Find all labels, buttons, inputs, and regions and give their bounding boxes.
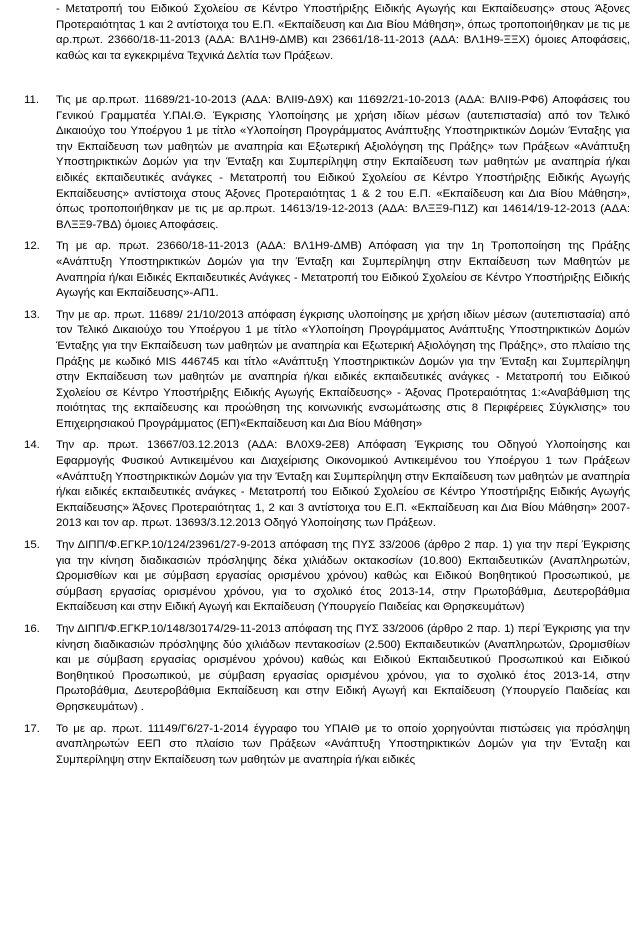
list-item [0,438,636,532]
item-number: 13. [24,308,40,321]
item-text: Τη με αρ. πρωτ. 23660/18-11-2013 (ΑΔΑ: ΒΛ1Η9-ΔΜΒ) Απόφαση για την 1η Τροποποίηση της Πράξης «Ανάπτυξη Υποστηρικτικών Δομών για την Ένταξη και Συμπερίληψη στην Εκπαίδευση των Μαθητών με Αναπηρία ή/και Ειδικές Εκπαιδευτικές Ανάγκες - Μετατροπή του Ειδικού Σχολείου σε Κέντρο Υποστήριξης Ειδικής Αγωγής και Εκπαίδευσης»-ΑΠ1. [56,240,630,300]
numbered-list [0,93,636,774]
list-item [0,239,636,301]
list-item [0,308,636,433]
list-item [0,722,636,769]
item-text: Την αρ. πρωτ. 13667/03.12.2013 (ΑΔΑ: ΒΛ0Χ9-2Ε8) Απόφαση Έγκρισης του Οδηγού Υλοποίησης και Εφαρμογής Φυσικού Αντικειμένου και Διαχείρισης Οικονομικού Αντικειμένου του Υποέργου 1 των Πράξεων «Ανάπτυξη Υποστηρικτικών Δομών για την Ένταξη και Συμπερίληψη στην Εκπαίδευση των μαθητών με αναπηρία ή/και ειδικές εκπαιδευτικές ανάγκες - Μετατροπή του Ειδικού Σχολείου σε Κέντρο Υποστήριξης Ειδικής Αγωγής Εκπαίδευσης» Άξονες Προτεραιότητας 1, 2 και 3 αντίστοιχα του Ε.Π. «Εκπαίδευση και Δια Βίου Μάθηση» 2007-2013 και τον αρ. πρωτ. 13693/3.12.2013 Οδηγό Υλοποίησης των Πράξεων. [56,439,630,530]
list-item [0,622,636,716]
continuation-paragraph: - Μετατροπή του Ειδικού Σχολείου σε Κέντρο Υποστήριξης Ειδικής Αγωγής και Εκπαίδευσης» στους Άξονες Προτεραιότητας 1 και 2 αντίστοιχα του Ε.Π. «Εκπαίδευση και Δια Βίου Μάθηση», όπως τροποποιήθηκαν με τις με αρ.πρωτ. 23660/18-11-2013 (ΑΔΑ: ΒΛ1Η9-ΔΜΒ) και 23661/18-11-2013 (ΑΔΑ: ΒΛ1Η9-ΞΞΧ) όμοιες Αποφάσεις, καθώς και τα εγκεκριμένα Τεχνικά Δελτία των Πράξεων. [56,3,630,62]
item-number: 16. [24,623,40,635]
list-item [0,538,636,616]
list-item [0,93,636,233]
item-number: 11. [24,94,39,106]
item-text: Το με αρ. πρωτ. 11149/Γ6/27-1-2014 έγγραφο του ΥΠΑΙΘ με το οποίο χορηγούνται πιστώσεις για πρόσληψη αναπληρωτών ΕΕΠ στο πλαίσιο των Πράξεων «Ανάπτυξη Υποστηρικτικών Δομών για την Ένταξη και Συμπερίληψη στην Εκπαίδευση των μαθητών με αναπηρία ή/και ειδικές [56,722,630,766]
item-number: 12. [24,240,40,253]
item-number: 15. [24,539,40,552]
item-number: 17. [24,722,40,735]
item-text: Την ΔΙΠΠ/Φ.ΕΓΚΡ.10/148/30174/29-11-2013 απόφαση της ΠΥΣ 33/2006 (άρθρο 2 παρ. 1) περί Έγκρισης για την κίνηση διαδικασιών πρόσληψης δύο χιλιάδων πεντακοσίων (2.500) Εκπαιδευτικών (Αναπληρωτών, Ωρομισθίων και με σύμβαση εργασίας ορισμένου χρόνου) καθώς και Ειδικού Εκπαιδευτικού Προσωπικού και Ειδικού Βοηθητικού Προσωπικού, με σύμβαση εργασίας ορισμένου χρόνου, για το σχολικό έτος 2013-14, στην Πρωτοβάθμια, Δευτεροβάθμια Εκπαίδευση και στην Ειδική Αγωγή και Εκπαίδευση (Υπουργείο Παιδείας και Θρησκευμάτων) . [56,623,630,713]
item-text: Την ΔΙΠΠ/Φ.ΕΓΚΡ.10/124/23961/27-9-2013 απόφαση της ΠΥΣ 33/2006 (άρθρο 2 παρ. 1) για την περί Έγκρισης για την κίνηση διαδικασιών πρόσληψης δέκα χιλιάδων οκτακοσίων (10.800) Εκπαιδευτικών (Αναπληρωτών, Ωρομισθίων και με σύμβαση εργασίας ορισμένου χρόνου) καθώς και Ειδικού Βοηθητικού Προσωπικού, με σύμβαση εργασίας ορισμένου χρόνου, για το σχολικό έτος 2013-14, στην Πρωτοβάθμια, Δευτεροβάθμια Εκπαίδευση και στην Ειδική Αγωγή και Εκπαίδευση (Υπουργείο Παιδείας και Θρησκευμάτων) [56,539,630,614]
item-number: 14. [24,439,40,452]
item-text: Την με αρ. πρωτ. 11689/ 21/10/2013 απόφαση έγκρισης υλοποίησης με χρήση ιδίων μέσων (αυτεπιστασία) από τον Τελικό Δικαιούχο του Υποέργου 1 με τίτλο «Υλοποίηση Προγράμματος Ανάπτυξης Υποστηρικτικών Δομών Ένταξης για την Εκπαίδευση των μαθητών με αναπηρία και Εξωτερική Αξιολόγηση της Πράξης», στο πλαίσιο της Πράξης με κωδικό MIS 446745 και τίτλο «Ανάπτυξη Υποστηρικτικών Δομών για την Ένταξη και Συμπερίληψη στην Εκπαίδευση των μαθητών με αναπηρία ή/και ειδικές εκπαιδευτικές ανάγκες - Μετατροπή του Ειδικού Σχολείου σε Κέντρο Υποστήριξης Ειδικής Αγωγής Εκπαίδευσης» - Άξονας Προτεραιότητας 1:«Αναβάθμιση της ποιότητας της εκπαίδευσης και προώθηση της κοινωνικής ενσωμάτωσης στις 8 Περιφέρειες Σύγκλισης» του Επιχειρησιακού Προγράμματος (ΕΠ)«Εκπαίδευση και Δια Βίου Μάθηση» [56,308,630,430]
item-text: Τις με αρ.πρωτ. 11689/21-10-2013 (ΑΔΑ: ΒΛΙΙ9-Δ9Χ) και 11692/21-10-2013 (ΑΔΑ: ΒΛΙΙ9-ΡΦ6) Αποφάσεις του Γενικού Γραμματέα Υ.ΠΑΙ.Θ. Έγκρισης Υλοποίησης με χρήση ιδίων μέσων (αυτεπιστασία) από τον Τελικό Δικαιούχο του Υποέργου 1 με τίτλο «Υλοποίηση Προγράμματος Ανάπτυξης Υποστηρικτικών Δομών Ένταξης για την Εκπαίδευση των μαθητών με αναπηρία και Εξωτερική Αξιολόγηση της Πράξης» των Πράξεων «Ανάπτυξη Υποστηρικτικών Δομών για την Ένταξη και Συμπερίληψη στην Εκπαίδευση των μαθητών με αναπηρία ή/και ειδικές εκπαιδευτικές ανάγκες - Μετατροπή του Ειδικού Σχολείου σε Κέντρο Υποστήριξης Ειδικής Αγωγής Εκπαίδευσης» αντίστοιχα στους Άξονες Προτεραιότητας 1 & 2 του Ε.Π. «Εκπαίδευση και Δια Βίου Μάθηση», όπως τροποποιήθηκαν με τις με αρ.πρωτ. 14613/19-12-2013 (ΑΔΑ: ΒΛΞΞ9-Π1Ζ) και 14614/19-12-2013 (ΑΔΑ: ΒΛΞΞ9-7ΒΔ) όμοιες Αποφάσεις. [56,94,630,231]
